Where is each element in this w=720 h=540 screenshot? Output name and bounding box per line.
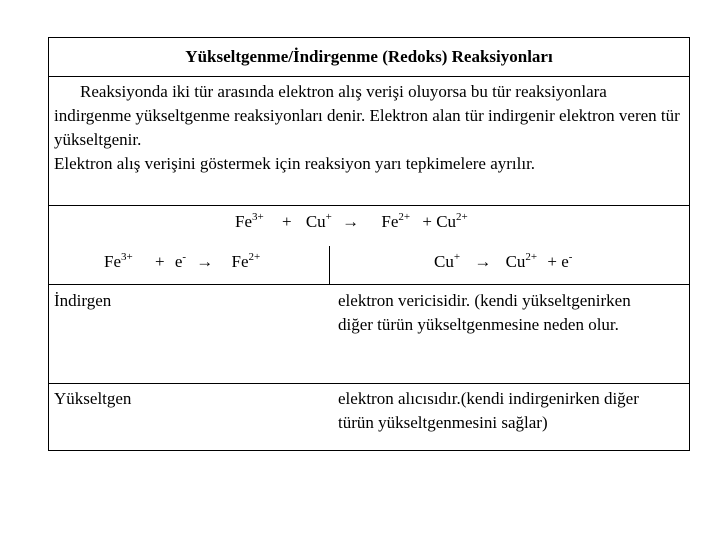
reactant-cu: Cu xyxy=(305,212,326,231)
reactant-fe: Fe xyxy=(235,212,252,231)
product-cu-charge: 2+ xyxy=(456,211,468,223)
plus-sign: + xyxy=(154,252,165,271)
plus-sign: + xyxy=(422,212,432,231)
electron-charge: - xyxy=(182,251,187,263)
half-fe-product-charge: 2+ xyxy=(248,251,261,263)
half-cu-reactant-charge: + xyxy=(453,251,461,263)
electron: e xyxy=(174,252,183,271)
half-cu-reactant: Cu xyxy=(434,252,454,271)
electron-charge: - xyxy=(568,251,573,263)
reaction-arrow: → xyxy=(342,212,360,231)
reaction-arrow: → xyxy=(474,252,492,271)
plus-sign: + xyxy=(281,212,292,231)
table-border-right xyxy=(689,37,690,451)
table-title: Yükseltgenme/İndirgenme (Redoks) Reaksiyonları xyxy=(185,47,553,66)
product-fe: Fe xyxy=(381,212,399,231)
intro-divider xyxy=(48,205,690,206)
intro-paragraph-1: Reaksiyonda iki tür arasında elektron alış verişi oluyorsa bu tür reaksiyonlara indirgenme yükseltgenme reaksiyonları denir. Elektron alan tür indirgenir elektron veren tür yükseltgenir. xyxy=(54,82,680,149)
plus-sign: + xyxy=(547,252,557,271)
half-fe-product: Fe xyxy=(231,252,249,271)
description-oxidizing-agent: elektron alıcısıdır.(kendi indirgenirken diğer türün yükseltgenmesini sağlar) xyxy=(338,389,639,432)
table-border-left xyxy=(48,37,49,451)
product-fe-charge: 2+ xyxy=(398,211,411,223)
half-reaction-divider xyxy=(48,284,690,285)
term-reducing-agent: İndirgen xyxy=(54,291,112,310)
half-reaction-reduction xyxy=(104,251,260,273)
half-cu-product-charge: 2+ xyxy=(525,251,538,263)
half-reaction-column-divider xyxy=(329,246,330,285)
product-cu: Cu xyxy=(436,212,457,231)
electron: e xyxy=(561,252,569,271)
overall-equation xyxy=(235,211,468,233)
title-divider xyxy=(48,76,690,77)
description-reducing-agent: elektron vericisidir. (kendi yükseltgenirken diğer türün yükseltgenmesine neden olur. xyxy=(338,291,631,334)
intro-paragraph-2: Elektron alış verişini göstermek için reaksiyon yarı tepkimelere ayrılır. xyxy=(54,154,536,173)
intro-text xyxy=(54,80,686,176)
table-border-bottom xyxy=(48,450,690,451)
half-reaction-oxidation xyxy=(434,251,572,273)
reaction-arrow: → xyxy=(196,252,214,271)
reactant-cu-charge: + xyxy=(325,211,332,223)
half-cu-product: Cu xyxy=(505,252,526,271)
reactant-fe-charge: 3+ xyxy=(252,211,264,223)
term-oxidizing-agent: Yükseltgen xyxy=(54,389,132,408)
half-fe-reactant: Fe xyxy=(104,252,121,271)
half-fe-reactant-charge: 3+ xyxy=(121,251,133,263)
row-divider xyxy=(48,383,690,384)
